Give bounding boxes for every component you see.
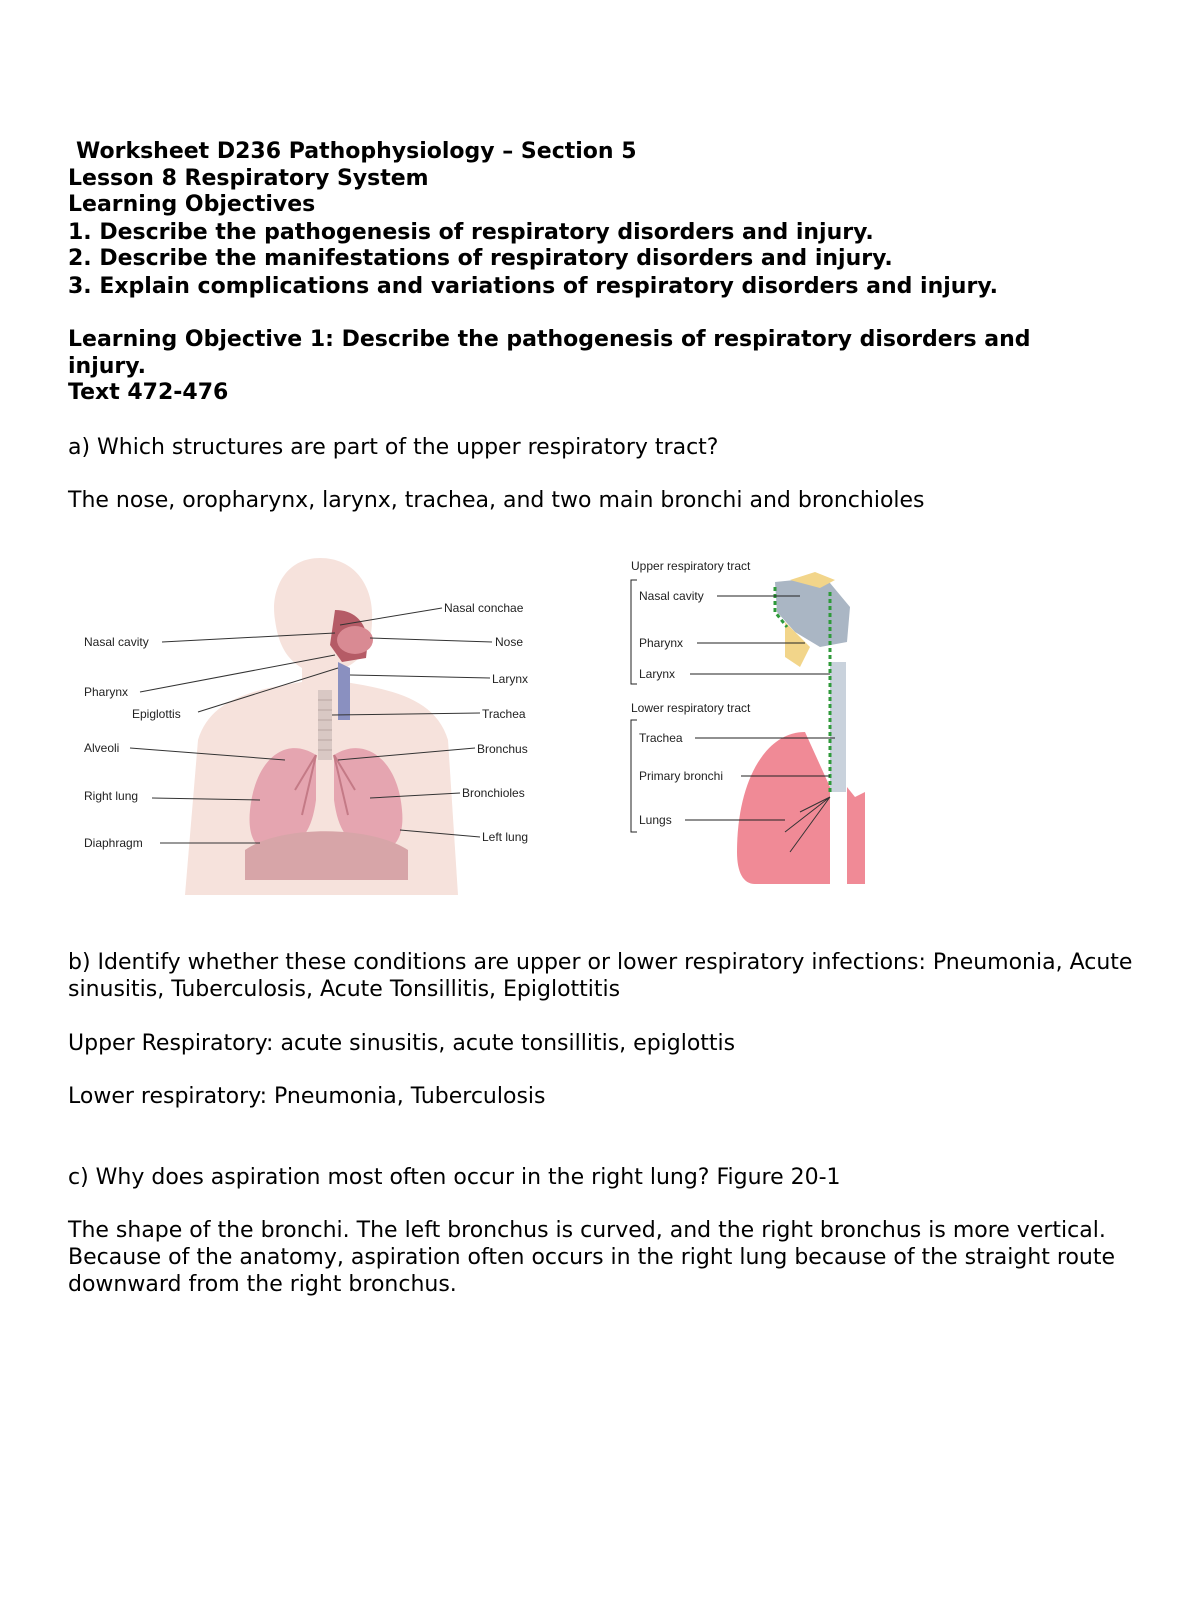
label-nose: Nose	[495, 635, 524, 649]
label-alveoli: Alveoli	[84, 741, 120, 755]
figure-right-labels	[631, 559, 751, 827]
respiratory-tract-figure	[625, 552, 885, 892]
worksheet-title: Worksheet D236 Pathophysiology – Section 5	[76, 139, 637, 164]
answer-b-upper: Upper Respiratory: acute sinusitis, acute tonsillitis, epiglottis	[68, 1031, 736, 1056]
label-larynx: Larynx	[492, 672, 529, 686]
answer-b-lower: Lower respiratory: Pneumonia, Tuberculosis	[68, 1084, 546, 1109]
objective-2: 2. Describe the manifestations of respiratory disorders and injury.	[68, 246, 893, 271]
objective-1-heading-rest: pathogenesis of respiratory disorders and	[498, 327, 1031, 352]
upper-tract-heading: Upper respiratory tract	[631, 559, 751, 573]
label-diaphragm: Diaphragm	[84, 836, 143, 850]
label-trachea: Trachea	[482, 707, 526, 721]
label-bronchus: Bronchus	[477, 742, 528, 756]
tract-anatomy	[737, 572, 865, 884]
objective-1-heading-bold: Learning Objective 1: Describe the	[68, 327, 499, 352]
respiratory-system-figure	[80, 550, 550, 905]
label-lower-primary-bronchi: Primary bronchi	[639, 769, 724, 783]
lower-tract-heading: Lower respiratory tract	[631, 701, 751, 715]
label-nasal-cavity: Nasal cavity	[84, 635, 149, 649]
lesson-title: Lesson 8 Respiratory System	[68, 166, 429, 191]
question-a: a) Which structures are part of the upper respiratory tract?	[68, 435, 719, 460]
label-bronchioles: Bronchioles	[462, 786, 525, 800]
label-upper-pharynx: Pharynx	[639, 636, 684, 650]
objective-1-heading	[68, 326, 1031, 353]
question-b: b) Identify whether these conditions are upper or lower respiratory infections: Pneumonia, Acute sinusitis, Tuberculosis, Acute Tonsillitis, Epiglottitis	[68, 950, 1133, 1002]
label-pharynx: Pharynx	[84, 685, 129, 699]
label-lower-lungs: Lungs	[639, 813, 672, 827]
answer-a: The nose, oropharynx, larynx, trachea, and two main bronchi and bronchioles	[68, 488, 925, 513]
label-lower-trachea: Trachea	[639, 731, 683, 745]
answer-c: The shape of the bronchi. The left bronchus is curved, and the right bronchus is more vertical. Because of the anatomy, aspiration often occurs in the right lung because of the straight route downward from the right bronchus.	[68, 1218, 1116, 1297]
objective-1-heading-cont: injury.	[68, 354, 146, 379]
label-upper-larynx: Larynx	[639, 667, 676, 681]
objectives-heading: Learning Objectives	[68, 192, 316, 217]
question-c: c) Why does aspiration most often occur in the right lung? Figure 20-1	[68, 1165, 841, 1190]
label-upper-nasal-cavity: Nasal cavity	[639, 589, 704, 603]
label-right-lung: Right lung	[84, 789, 139, 803]
objective-1: 1. Describe the pathogenesis of respiratory disorders and injury.	[68, 220, 874, 245]
trachea	[318, 690, 332, 760]
label-nasal-conchae: Nasal conchae	[444, 601, 524, 615]
label-left-lung: Left lung	[482, 830, 529, 844]
text-reference: Text 472-476	[68, 380, 229, 405]
label-epiglottis: Epiglottis	[132, 707, 181, 721]
objective-3: 3. Explain complications and variations of respiratory disorders and injury.	[68, 274, 998, 299]
